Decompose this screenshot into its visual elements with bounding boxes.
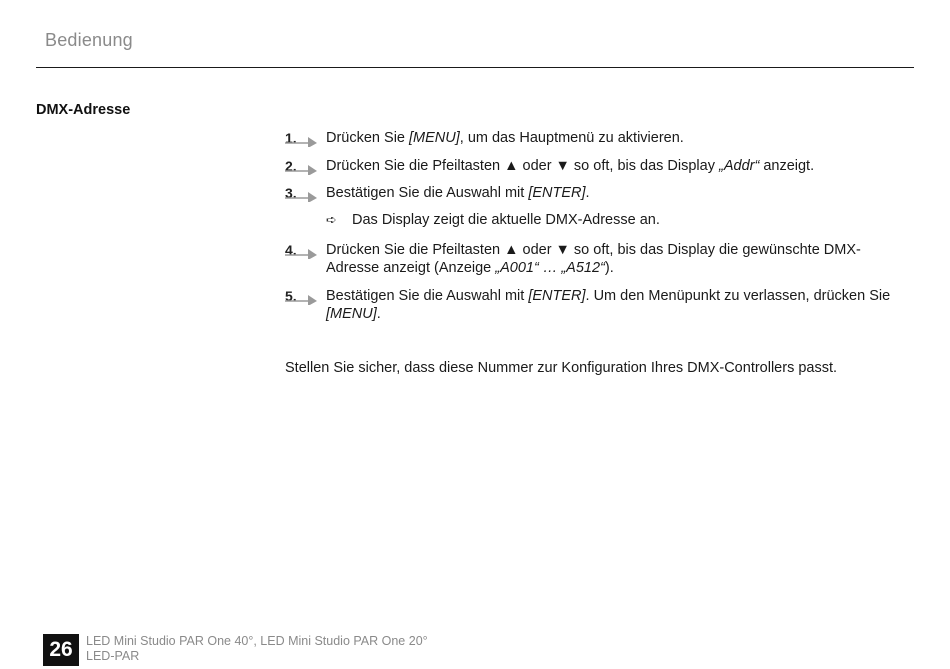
step-4 <box>285 241 905 277</box>
step-text: Drücken Sie [MENU], um das Hauptmenü zu aktivieren. <box>326 130 684 146</box>
step-number: 2. <box>285 158 297 174</box>
step-text: Drücken Sie die Pfeiltasten ▲ oder ▼ so oft, bis das Display die gewünschte DMX-Adresse anzeigt (Anzeige „A001“ … „A512“). <box>326 242 861 276</box>
display-range: „A001“ … „A512“ <box>495 260 605 276</box>
step-text: Bestätigen Sie die Auswahl mit [ENTER]. Um den Menüpunkt zu verlassen, drücken Sie [MENU]. <box>326 288 891 322</box>
step-number: 5. <box>285 288 297 304</box>
step-arrow-icon <box>285 291 319 305</box>
step-arrow-icon <box>285 245 319 259</box>
step-number: 4. <box>285 242 297 258</box>
key-name-menu: [MENU] <box>326 306 377 322</box>
key-name-enter: [ENTER] <box>528 288 586 304</box>
key-name-enter: [ENTER] <box>528 185 586 201</box>
step-arrow-icon <box>285 133 319 147</box>
step-number-marker <box>285 157 321 177</box>
step-5 <box>285 287 905 323</box>
step-3-result <box>285 211 905 229</box>
closing-note: Stellen Sie sicher, dass diese Nummer zur Konfiguration Ihres DMX-Controllers passt. <box>285 360 838 376</box>
result-text: Das Display zeigt die aktuelle DMX-Adresse an. <box>352 212 660 228</box>
key-name-menu: [MENU] <box>409 130 460 146</box>
step-1 <box>285 129 905 147</box>
step-number: 1. <box>285 130 297 146</box>
step-number-marker <box>285 129 321 149</box>
step-number-marker <box>285 184 321 204</box>
footer-product-info <box>86 634 428 664</box>
step-arrow-icon <box>285 161 319 175</box>
step-3 <box>285 184 905 202</box>
page-header-title: Bedienung <box>45 30 133 50</box>
result-arrow-icon: ➪ <box>326 212 337 227</box>
header-divider <box>36 67 914 68</box>
section-heading: DMX-Adresse <box>36 102 131 118</box>
step-2 <box>285 157 905 175</box>
step-text: Bestätigen Sie die Auswahl mit [ENTER]. <box>326 185 590 201</box>
page-number: 26 <box>43 634 79 666</box>
display-value: „Addr“ <box>719 158 760 174</box>
footer-product-line-2: LED-PAR <box>86 649 140 663</box>
step-number-marker <box>285 241 321 261</box>
step-number: 3. <box>285 185 297 201</box>
step-text: Drücken Sie die Pfeiltasten ▲ oder ▼ so oft, bis das Display „Addr“ anzeigt. <box>326 158 815 174</box>
step-number-marker <box>285 287 321 307</box>
steps-list <box>285 129 905 323</box>
footer-product-line-1: LED Mini Studio PAR One 40°, LED Mini Studio PAR One 20° <box>86 634 428 648</box>
step-arrow-icon <box>285 188 319 202</box>
